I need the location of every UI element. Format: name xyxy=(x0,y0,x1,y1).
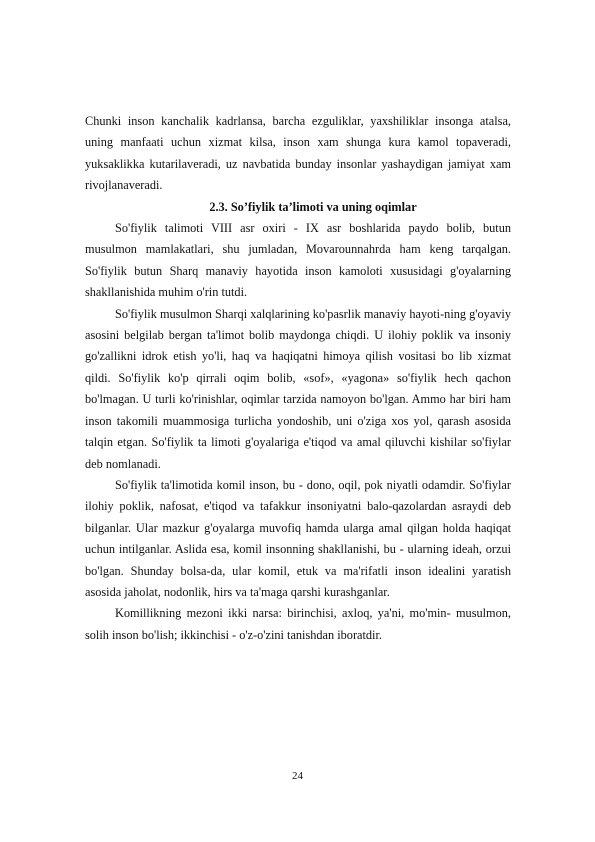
page-number: 24 xyxy=(292,770,303,782)
paragraph-sufism-origin: So'fiylik talimoti VIII asr oxiri - IX asr boshlarida paydo bolib, butun musulmon mamlakatlari, shu jumladan, Movarounnahrda ham keng tarqalgan. So'fiylik butun Sharq manaviy hayotida inson kamoloti xususidagi g'oyalarning shakllanishida muhim o'rin tutdi. xyxy=(85,221,511,300)
paragraph-perfect-man: So'fiylik ta'limotida komil inson, bu - dono, oqil, pok niyatli odamdir. So'fiylar ilohiy poklik, nafosat, e'tiqod va tafakkur insoniyatni balo-qazolardan asraydi deb bilganlar. Ular mazkur g'oyalarga muvofiq hamda ularga amal qilgan holda haqiqat uchun intilganlar. Aslida esa, komil insonning shakllanishi, bu - ularning ideah, orzui bo'lgan. Shunday bolsa-da, ular komil, etuk va ma'rifatli inson idealini yaratish asosida jaholat, nodonlik, hirs va ta'maga qarshi kurashganlar. xyxy=(85,477,511,599)
paragraph-intro: Chunki inson kanchalik kadrlansa, barcha ezguliklar, yaxshiliklar insonga atalsa, uning manfaati uchun xizmat kilsa, inson xam shunga kura kamol topaveradi, yuksaklikka kutarilaveradi, uz navbatida bunday insonlar yashaydigan jamiyat xam rivojlanaveradi. xyxy=(85,114,511,193)
paragraph-perfection-criteria: Komillikning mezoni ikki narsa: birinchisi, axloq, ya'ni, mo'min- musulmon, solih inson bo'lish; ikkinchisi - o'z-o'zini tanishdan iboratdir. xyxy=(85,606,511,642)
section-heading: 2.3. So’fiylik ta’limoti va uning oqimlar xyxy=(209,199,417,214)
paragraph-sufism-doctrine: So'fiylik musulmon Sharqi xalqlarining ko'pasrlik manaviy hayoti-ning g'oyaviy asosini belgilab bergan ta'limot bolib maydonga chiqdi. U ilohiy poklik va insoniy go'zallikni idrok etish yo'li, haq va haqiqatni himoya qilish vositasi bo lib xizmat qildi. So'fiylik ko'p qirrali oqim bolib, «sof», «yagona» so'fiylik hech qachon bo'lmagan. U turli ko'rinishlar, oqimlar tarzida namoyon bo'lgan. Ammo har biri ham inson takomili muammosiga turlicha yondoshib, uni o'ziga xos yol, qarash asosida talqin etgan. So'fiylik ta limoti g'oyalariga e'tiqod va amal qiluvchi kishilar so'fiylar deb nomlanadi. xyxy=(85,306,511,471)
document-body xyxy=(85,111,511,646)
